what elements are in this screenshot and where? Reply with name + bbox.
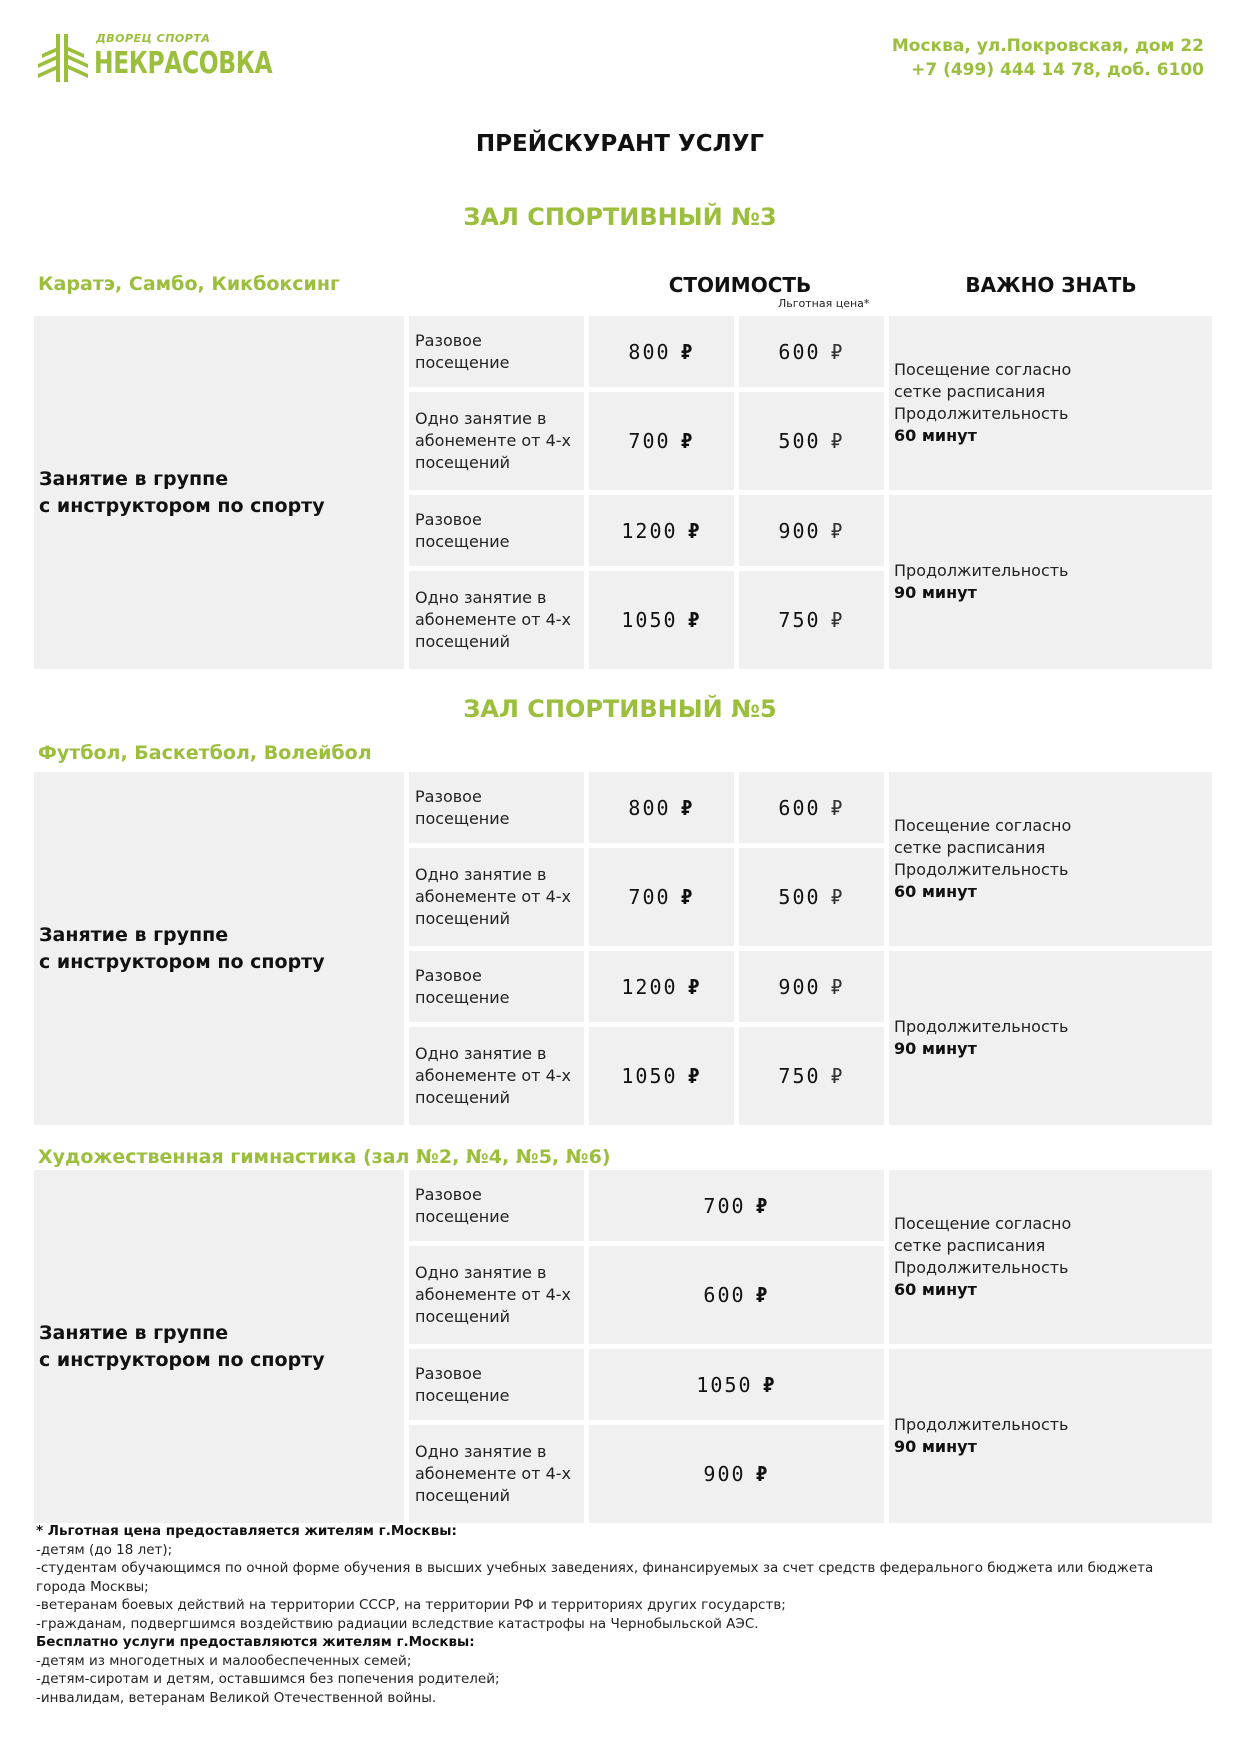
pref-price-value: 750 [778, 608, 821, 632]
duration-value: 60 минут [894, 1280, 977, 1299]
group-label-cell [34, 1170, 404, 1523]
group-label-line: Занятие в группе [39, 467, 229, 490]
option-cell: Разовое посещение [409, 316, 584, 387]
duration-value: 60 минут [894, 882, 977, 901]
logo-subtitle: ДВОРЕЦ СПОРТА [96, 32, 211, 45]
duration-value: 60 минут [894, 426, 977, 445]
footnote-pref-heading: * Льготная цена предоставляется жителям г.Москвы: [36, 1523, 457, 1539]
info-line: Посещение согласно [894, 360, 1072, 379]
pref-price-value: 500 [778, 429, 821, 453]
ruble-icon: ₽ [830, 518, 845, 543]
price-cell [589, 848, 734, 946]
pref-price-value: 900 [778, 518, 821, 543]
info-line: Продолжительность [894, 1017, 1069, 1036]
cost-heading: СТОИМОСТЬ [668, 273, 812, 297]
sport-title: Футбол, Баскетбол, Волейбол [38, 742, 372, 764]
price-value: 800 [628, 339, 671, 364]
price-cell [589, 1027, 734, 1125]
info-cell [889, 1349, 1212, 1523]
price-cell [589, 1349, 884, 1420]
ruble-icon: ₽ [830, 339, 845, 364]
footnote-item: -детям из многодетных и малообеспеченных семей; [36, 1652, 412, 1669]
info-line: Посещение согласно [894, 1214, 1072, 1233]
ruble-icon: ₽ [830, 608, 845, 632]
pref-price-note: Льготная цена* [778, 297, 870, 310]
info-line: сетке расписания [894, 382, 1046, 401]
duration-value: 90 минут [894, 1039, 977, 1058]
ruble-icon: ₽ [830, 429, 845, 453]
footnote-item: -детям-сиротам и детям, оставшимся без попечения родителей; [36, 1671, 500, 1687]
info-line: Продолжительность [894, 860, 1069, 879]
ruble-icon: ₽ [680, 795, 695, 820]
info-cell [889, 772, 1212, 946]
price-cell [589, 495, 734, 566]
ruble-icon: ₽ [687, 608, 702, 632]
pref-price-value: 500 [778, 885, 821, 909]
price-value: 1200 [621, 518, 678, 543]
page-title: ПРЕЙСКУРАНТ УСЛУГ [475, 131, 765, 157]
price-value: 800 [628, 795, 671, 820]
price-cell [589, 951, 734, 1022]
pref-price-cell [739, 571, 884, 669]
address: Москва, ул.Покровская, дом 22 [891, 36, 1204, 56]
ruble-icon: ₽ [830, 1064, 845, 1088]
ruble-icon: ₽ [762, 1372, 777, 1397]
important-heading: ВАЖНО ЗНАТЬ [965, 273, 1137, 297]
hall-title: ЗАЛ СПОРТИВНЫЙ №3 [463, 203, 777, 231]
group-label-line: с инструктором по спорту [39, 494, 325, 517]
pref-price-value: 750 [778, 1064, 821, 1088]
option-cell: Одно занятие в абонементе от 4-х посещений [409, 848, 584, 946]
sport-title: Художественная гимнастика (зал №2, №4, №5, №6) [38, 1146, 611, 1168]
price-value: 700 [628, 429, 671, 453]
price-cell [589, 772, 734, 843]
logo-emblem-icon [38, 34, 88, 82]
option-cell: Одно занятие в абонементе от 4-х посещений [409, 1027, 584, 1125]
ruble-icon: ₽ [680, 885, 695, 909]
info-cell [889, 495, 1212, 669]
price-value: 900 [703, 1462, 746, 1486]
info-cell [889, 951, 1212, 1125]
pref-price-cell [739, 772, 884, 843]
hall-title: ЗАЛ СПОРТИВНЫЙ №5 [463, 695, 777, 723]
option-cell: Разовое посещение [409, 1170, 584, 1241]
info-cell [889, 316, 1212, 490]
option-cell: Одно занятие в абонементе от 4-х посещений [409, 1246, 584, 1344]
option-cell: Разовое посещение [409, 1349, 584, 1420]
ruble-icon: ₽ [680, 429, 695, 453]
footnote-free-heading: Бесплатно услуги предоставляются жителям г.Москвы: [36, 1634, 475, 1650]
price-value: 1050 [621, 1064, 678, 1088]
price-value: 1200 [621, 974, 678, 999]
info-cell [889, 1170, 1212, 1344]
logo-title: НЕКРАСОВКА [94, 46, 273, 81]
price-value: 1050 [696, 1372, 753, 1397]
option-cell: Одно занятие в абонементе от 4-х посещений [409, 392, 584, 490]
pref-price-value: 900 [778, 974, 821, 999]
option-cell: Одно занятие в абонементе от 4-х посещений [409, 571, 584, 669]
group-label-line: Занятие в группе [39, 923, 229, 946]
price-cell [589, 1170, 884, 1241]
ruble-icon: ₽ [755, 1462, 770, 1486]
price-value: 600 [703, 1283, 746, 1307]
pref-price-value: 600 [778, 795, 821, 820]
option-cell: Разовое посещение [409, 495, 584, 566]
footnote-item: -студентам обучающимся по очной форме обучения в высших учебных заведениях, финансируемых за счет средств федерального бюджета или бюджета города Москвы; [36, 1560, 1154, 1595]
ruble-icon: ₽ [687, 1064, 702, 1088]
footnote-item: -инвалидам, ветеранам Великой Отечественной войны. [36, 1689, 437, 1706]
ruble-icon: ₽ [755, 1193, 770, 1218]
price-cell [589, 571, 734, 669]
pref-price-cell [739, 951, 884, 1022]
info-line: Продолжительность [894, 1415, 1069, 1434]
price-cell [589, 392, 734, 490]
ruble-icon: ₽ [830, 974, 845, 999]
price-cell [589, 1425, 884, 1523]
price-value: 700 [703, 1193, 746, 1218]
group-label-line: с инструктором по спорту [39, 1348, 325, 1371]
ruble-icon: ₽ [830, 885, 845, 909]
logo [38, 32, 273, 84]
pref-price-cell [739, 495, 884, 566]
ruble-icon: ₽ [680, 339, 695, 364]
pref-price-cell [739, 848, 884, 946]
price-cell [589, 1246, 884, 1344]
price-value: 700 [628, 885, 671, 909]
group-label-line: Занятие в группе [39, 1321, 229, 1344]
option-cell: Одно занятие в абонементе от 4-х посещений [409, 1425, 584, 1523]
info-line: Продолжительность [894, 404, 1069, 423]
contact-block [892, 34, 1204, 82]
ruble-icon: ₽ [755, 1283, 770, 1307]
ruble-icon: ₽ [687, 974, 702, 999]
pref-price-cell [739, 316, 884, 387]
footnote-item: -гражданам, подвергшимся воздействию радиации вследствие катастрофы на Чернобыльской АЭС. [36, 1615, 759, 1632]
phone: +7 (499) 444 14 78, доб. 6100 [911, 60, 1204, 80]
option-cell: Разовое посещение [409, 772, 584, 843]
info-line: сетке расписания [894, 1236, 1046, 1255]
footnotes [36, 1522, 1206, 1707]
info-line: Посещение согласно [894, 816, 1072, 835]
pref-price-cell [739, 1027, 884, 1125]
footnote-item: -ветеранам боевых действий на территории СССР, на территории РФ и территориях других государств; [36, 1597, 786, 1613]
price-cell [589, 316, 734, 387]
price-value: 1050 [621, 608, 678, 632]
pref-price-cell [739, 392, 884, 490]
duration-value: 90 минут [894, 1437, 977, 1456]
pref-price-value: 600 [778, 339, 821, 364]
ruble-icon: ₽ [687, 518, 702, 543]
info-line: сетке расписания [894, 838, 1046, 857]
info-line: Продолжительность [894, 1258, 1069, 1277]
sport-title: Каратэ, Самбо, Кикбоксинг [38, 273, 340, 295]
group-label-line: с инструктором по спорту [39, 950, 325, 973]
ruble-icon: ₽ [830, 795, 845, 820]
option-cell: Разовое посещение [409, 951, 584, 1022]
duration-value: 90 минут [894, 583, 977, 602]
group-label-cell [34, 772, 404, 1125]
footnote-item: -детям (до 18 лет); [36, 1541, 173, 1558]
group-label-cell [34, 316, 404, 669]
info-line: Продолжительность [894, 561, 1069, 580]
